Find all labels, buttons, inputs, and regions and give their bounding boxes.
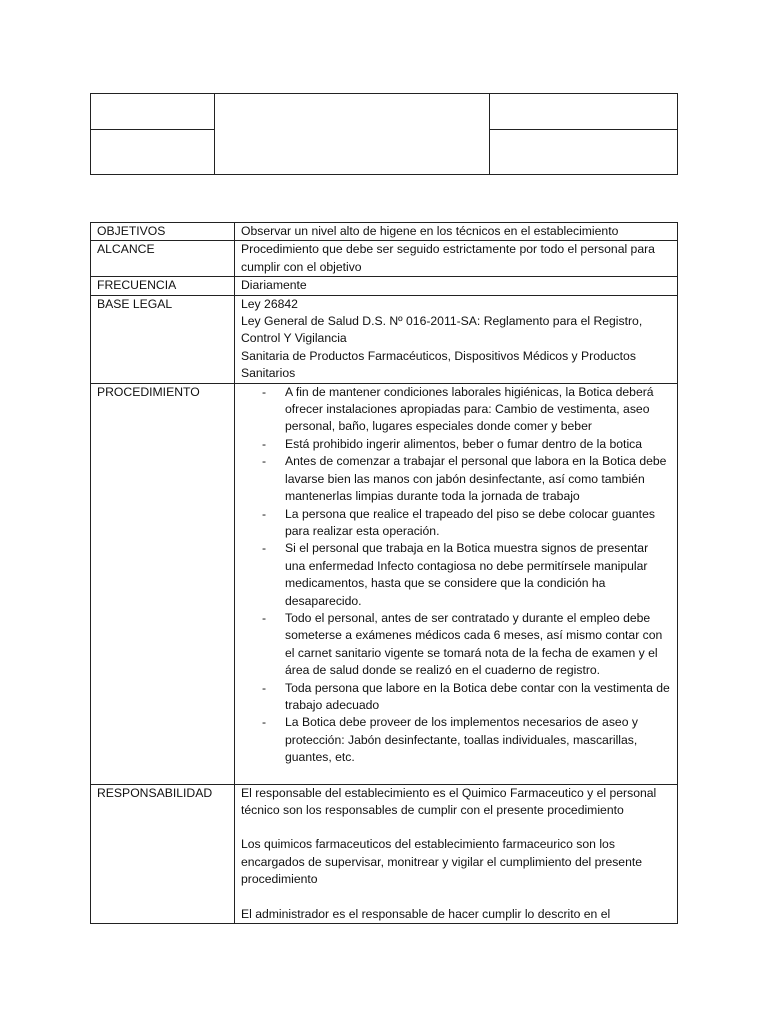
- bullet-dash: -: [262, 506, 267, 521]
- list-item-text: La persona que realice el trapeado del piso se debe colocar guantes para realizar esta operación.: [285, 506, 655, 538]
- alcance-label: ALCANCE: [91, 241, 235, 277]
- objetivos-text: Observar un nivel alto de higene en los técnicos en el establecimiento: [235, 223, 678, 241]
- header-cell-top-left: [91, 94, 215, 130]
- list-item: [262, 680, 671, 715]
- bullet-dash: -: [262, 715, 267, 730]
- header-cell-bottom-left: [91, 130, 215, 175]
- bullet-dash: -: [262, 384, 267, 399]
- list-item: [262, 610, 671, 680]
- list-item: [262, 506, 671, 541]
- base-legal-line: Ley 26842: [241, 296, 298, 311]
- header-cell-top-right: [490, 94, 678, 130]
- list-item-text: Si el personal que trabaja en la Botica muestra signos de presentar una enfermedad Infecto contagiosa no debe permitírsele manipular medicamentos, hasta que se considere que la condición ha desaparecido.: [285, 541, 649, 608]
- responsabilidad-paragraph: El responsable del establecimiento es el Quimico Farmaceutico y el personal técnico son los responsables de cumplir con el presente procedimiento: [241, 785, 657, 817]
- base-legal-cell: [235, 295, 678, 383]
- bullet-dash: -: [262, 680, 267, 695]
- base-legal-line: Sanitaria de Productos Farmacéuticos, Dispositivos Médicos y Productos Sanitarios: [241, 348, 636, 381]
- frecuencia-label: FRECUENCIA: [91, 277, 235, 295]
- list-item-text: Toda persona que labore en la Botica debe contar con la vestimenta de trabajo adecuado: [285, 680, 670, 712]
- row-base-legal: [91, 295, 678, 383]
- responsabilidad-label: RESPONSABILIDAD: [91, 784, 235, 923]
- base-legal-line: Ley General de Salud D.S. Nº 016-2011-SA: Reglamento para el Registro, Control Y Vigilancia: [241, 314, 643, 346]
- list-item: [262, 453, 671, 505]
- bullet-dash: -: [262, 436, 267, 451]
- responsabilidad-content: [241, 785, 671, 923]
- list-item-text: La Botica debe proveer de los implementos necesarios de aseo y protección: Jabón desinfectante, toallas individuales, mascarillas, guantes, etc.: [285, 715, 638, 765]
- list-item-text: Todo el personal, antes de ser contratado y durante el empleo debe someterse a exámenes médicos cada 6 meses, así mismo contar con el carnet sanitario vigente se tomará nota de la fecha de examen y el área de salud donde se realizó en el cuaderno de registro.: [285, 610, 663, 678]
- procedure-table: [90, 222, 678, 924]
- responsabilidad-paragraph: Los quimicos farmaceuticos del establecimiento farmaceurico son los encargados de supervisar, monitrear y vigilar el cumplimiento del presente procedimiento: [241, 837, 643, 887]
- row-procedimiento: [91, 383, 678, 784]
- list-item-text: Antes de comenzar a trabajar el personal que labora en la Botica debe lavarse bien las manos con jabón desinfectante, así como también mantenerlas limpias durante toda la jornada de trabajo: [285, 454, 667, 504]
- objetivos-label: OBJETIVOS: [91, 223, 235, 241]
- bullet-dash: -: [262, 610, 267, 625]
- alcance-text: Procedimiento que debe ser seguido estrictamente por todo el personal para cumplir con el objetivo: [235, 241, 678, 277]
- list-item: [262, 714, 671, 766]
- row-alcance: [91, 241, 678, 277]
- responsabilidad-cell: [235, 784, 678, 923]
- list-item-text: A fin de mantener condiciones laborales higiénicas, la Botica deberá ofrecer instalaciones apropiadas para: Cambio de vestimenta, aseo personal, baño, lugares especiales donde comer y beber: [285, 384, 654, 434]
- procedimiento-cell: [235, 383, 678, 784]
- frecuencia-text: Diariamente: [235, 277, 678, 295]
- header-cell-bottom-right: [490, 130, 678, 175]
- row-objetivos: [91, 223, 678, 241]
- list-item: [262, 436, 671, 453]
- bullet-dash: -: [262, 454, 267, 469]
- procedimiento-list: [241, 384, 671, 767]
- list-item-text: Está prohibido ingerir alimentos, beber o fumar dentro de la botica: [285, 436, 643, 451]
- row-responsabilidad: [91, 784, 678, 923]
- header-cell-center: [215, 94, 490, 175]
- bullet-dash: -: [262, 541, 267, 556]
- list-item: [262, 384, 671, 436]
- row-frecuencia: [91, 277, 678, 295]
- document-header-table: [90, 93, 678, 175]
- procedimiento-label: PROCEDIMIENTO: [91, 383, 235, 784]
- base-legal-label: BASE LEGAL: [91, 295, 235, 383]
- list-item: [262, 540, 671, 610]
- responsabilidad-paragraph: El administrador es el responsable de hacer cumplir lo descrito en el: [241, 906, 611, 921]
